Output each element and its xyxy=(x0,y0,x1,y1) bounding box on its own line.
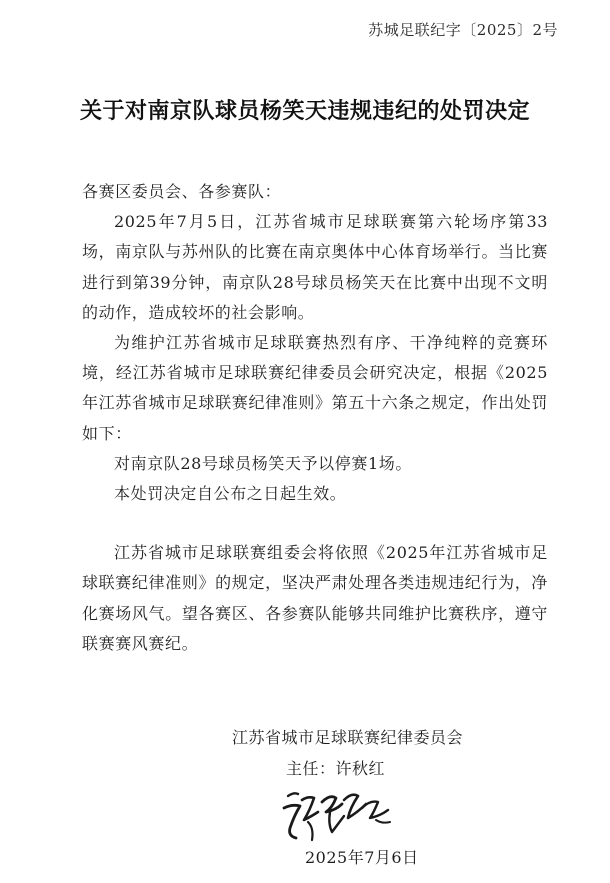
paragraph-incident: 2025年7月5日，江苏省城市足球联赛第六轮场序第33场，南京队与苏州队的比赛在南京奥体中心体育场举行。当比赛进行到第39分钟，南京队28号球员杨笑天在比赛中出现不文明的动作，造成较坏的社会影响。 xyxy=(82,212,548,322)
handwritten-signature xyxy=(278,782,398,844)
paragraph-effective: 本处罚决定自公布之日起生效。 xyxy=(114,484,347,504)
paragraph-penalty: 对南京队28号球员杨笑天予以停赛1场。 xyxy=(114,453,412,473)
signatory-organization: 江苏省城市足球联赛纪律委员会 xyxy=(232,728,464,747)
salutation: 各赛区委员会、各参赛队： xyxy=(82,182,282,201)
document-title: 关于对南京队球员杨笑天违规违纪的处罚决定 xyxy=(79,98,530,124)
paragraph-closing: 江苏省城市足球联赛组委会将依照《2025年江苏省城市足球联赛纪律准则》的规定，坚决严肃处理各类违规违纪行为，净化赛场风气。望各赛区、各参赛队能够共同维护比赛秩序，遵守联赛赛风赛纪。 xyxy=(82,543,548,653)
document-body xyxy=(82,177,548,659)
signatory-chair: 主任：许秋红 xyxy=(286,759,386,778)
document-number: 苏城足联纪字〔2025〕2号 xyxy=(368,21,558,39)
paragraph-basis: 为维护江苏省城市足球联赛热烈有序、干净纯粹的竞赛环境，经江苏省城市足球联赛纪律委员会研究决定，根据《2025年江苏省城市足球联赛纪律准则》第五十六条之规定，作出处罚如下： xyxy=(82,333,548,443)
paragraph-spacer xyxy=(82,509,548,538)
issue-date: 2025年7月6日 xyxy=(305,848,419,867)
